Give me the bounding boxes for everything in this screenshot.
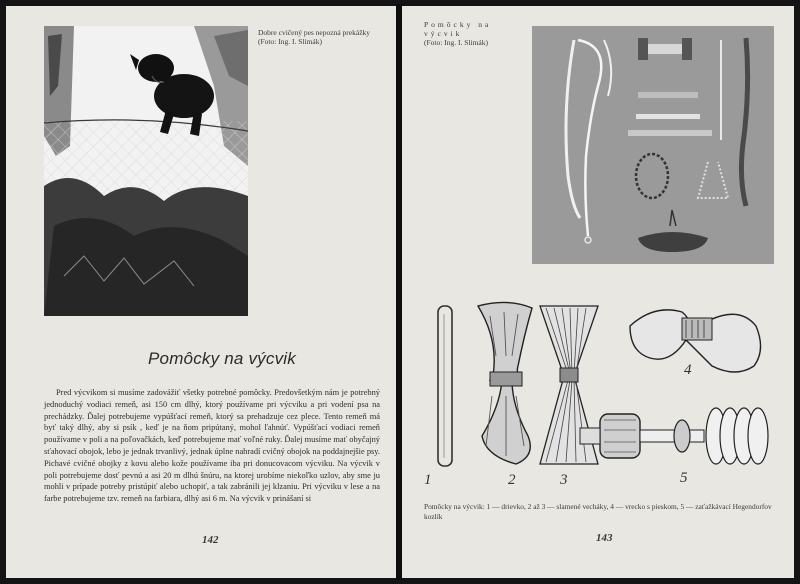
photo-caption-credit: (Foto: Ing. I. Slimák) bbox=[258, 37, 322, 46]
page-number: 142 bbox=[202, 534, 219, 546]
figure-label-4: 4 bbox=[684, 362, 692, 378]
dog-jumping-photo bbox=[44, 26, 248, 316]
photo-caption bbox=[424, 20, 534, 47]
photo-caption bbox=[258, 28, 388, 46]
photo-caption-line1: Dobre cvičený pes nepozná prekážky bbox=[258, 28, 371, 37]
left-page bbox=[6, 6, 398, 578]
photo-caption-credit: (Foto: Ing. I. Slimák) bbox=[424, 38, 488, 47]
photo-caption-line1: Pomôcky na výcvik bbox=[424, 20, 492, 38]
right-page bbox=[402, 6, 794, 578]
body-paragraph: Pred výcvikom si musíme zadovážiť všetky potrebné pomôcky. Predovšetkým nám je potrebný jednoduchý vodiaci remeň, asi 150 cm dlhý, ktorý používame pri výcviku a pri vodení psa na prechádzky. Ďalej potrebujeme vypúšťací remeň, ktorý sa prehadzuje cez plece. Tento remeň má byť taký dlhý, aby si psík , keď je na ňom pripútaný, mohol ľahnúť. Vypúšťací vodiaci remeň používame v poli a na poľovačkách, keď potrebujeme mať voľné ruky. Ďalej musíme mať obyčajný sťahovací obojok, lebo je jednak trvanlivý, jednak úplne nahradí cvičný obojok na poddajnejšie psy. Pichavé cvičné obojky z kovu alebo kože používame iba pri donucovacom výcviku. Na výcvik v poli potrebujeme dosť pevnú a asi 20 m dlhú šnúru, na ktorej urobíme niekoľko uzlov, aby sme ju mohli v prípade potreby pristúpiť alebo uchopiť, a tak zabránili jej klzaniu. Pri výcviku v lese a na farbe potrebujeme tzv. remeň na farbiara, dlhý asi 6 m. Na výcvik v prinášaní si bbox=[44, 388, 380, 504]
figure-label-1: 1 bbox=[424, 472, 432, 488]
figure-label-3: 3 bbox=[560, 472, 568, 488]
training-tools-photo bbox=[532, 26, 774, 264]
tools-illustration bbox=[420, 296, 780, 496]
stick-drawing bbox=[438, 306, 452, 466]
page-number: 143 bbox=[596, 532, 613, 544]
section-title: Pomôcky na výcvik bbox=[148, 349, 296, 368]
figure-label-2: 2 bbox=[508, 472, 516, 488]
figure-caption: Pomôcky na výcvik: 1 — drievko, 2 až 3 — slamené vecháky, 4 — vrecko s pieskom, 5 — zaťažkávací Hegendorfov kozlík bbox=[424, 502, 772, 521]
figure-label-5: 5 bbox=[680, 470, 688, 486]
